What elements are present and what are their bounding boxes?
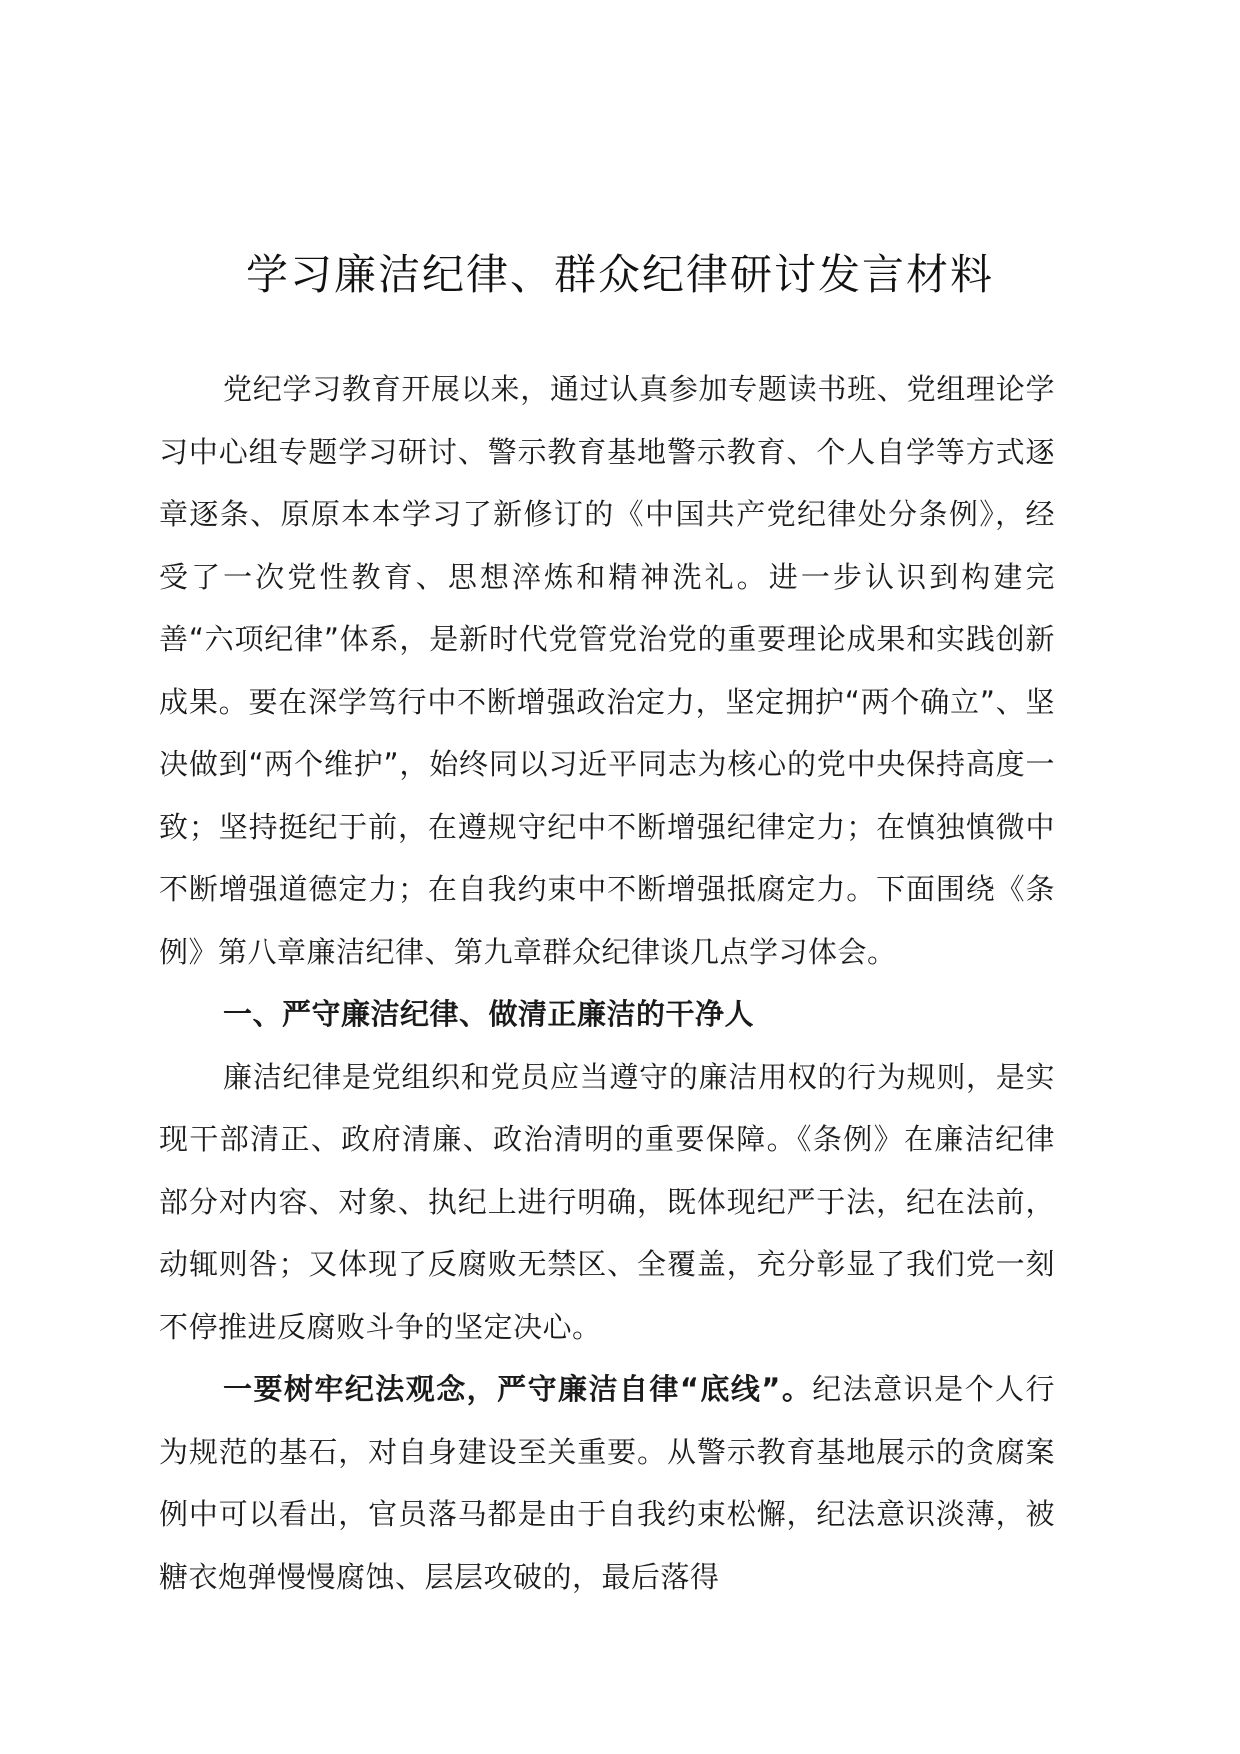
section-heading-1: 一、严守廉洁纪律、做清正廉洁的干净人 — [223, 997, 755, 1031]
document-title: 学习廉洁纪律、群众纪律研讨发言材料 — [245, 250, 994, 299]
point-1-text: 纪法意识是个人行为规范的基石，对自身建设至关重要。从警示教育基地展示的贪腐案例中可以看出，官员落马都是由于自我约束松懈，纪法意识淡薄，被糖衣炮弹慢慢腐蚀、层层攻破的，最后落得 — [159, 1372, 1055, 1594]
point-1-lead: 一要树牢纪法观念，严守廉洁自律“底线”。 — [223, 1372, 813, 1406]
intro-paragraph: 党纪学习教育开展以来，通过认真参加专题读书班、党组理论学习中心组专题学习研讨、警示教育基地警示教育、个人自学等方式逐章逐条、原原本本学习了新修订的《中国共产党纪律处分条例》，经受了一次党性教育、思想淬炼和精神洗礼。进一步认识到构建完善“六项纪律”体系，是新时代党管党治党的重要理论成果和实践创新成果。要在深学笃行中不断增强政治定力，坚定拥护“两个确立”、坚决做到“两个维护”，始终同以习近平同志为核心的党中央保持高度一致；坚持挺纪于前，在遵规守纪中不断增强纪律定力；在慎独慎微中不断增强道德定力；在自我约束中不断增强抵腐定力。下面围绕《条例》第八章廉洁纪律、第九章群众纪律谈几点学习体会。 — [159, 372, 1055, 969]
section-1-paragraph: 廉洁纪律是党组织和党员应当遵守的廉洁用权的行为规则，是实现干部清正、政府清廉、政治清明的重要保障。《条例》在廉洁纪律部分对内容、对象、执纪上进行明确，既体现纪严于法，纪在法前，动辄则咎；又体现了反腐败无禁区、全覆盖，充分彰显了我们党一刻不停推进反腐败斗争的坚定决心。 — [159, 1059, 1055, 1344]
point-1-paragraph — [159, 1358, 1055, 1608]
document-body — [159, 358, 1055, 1608]
